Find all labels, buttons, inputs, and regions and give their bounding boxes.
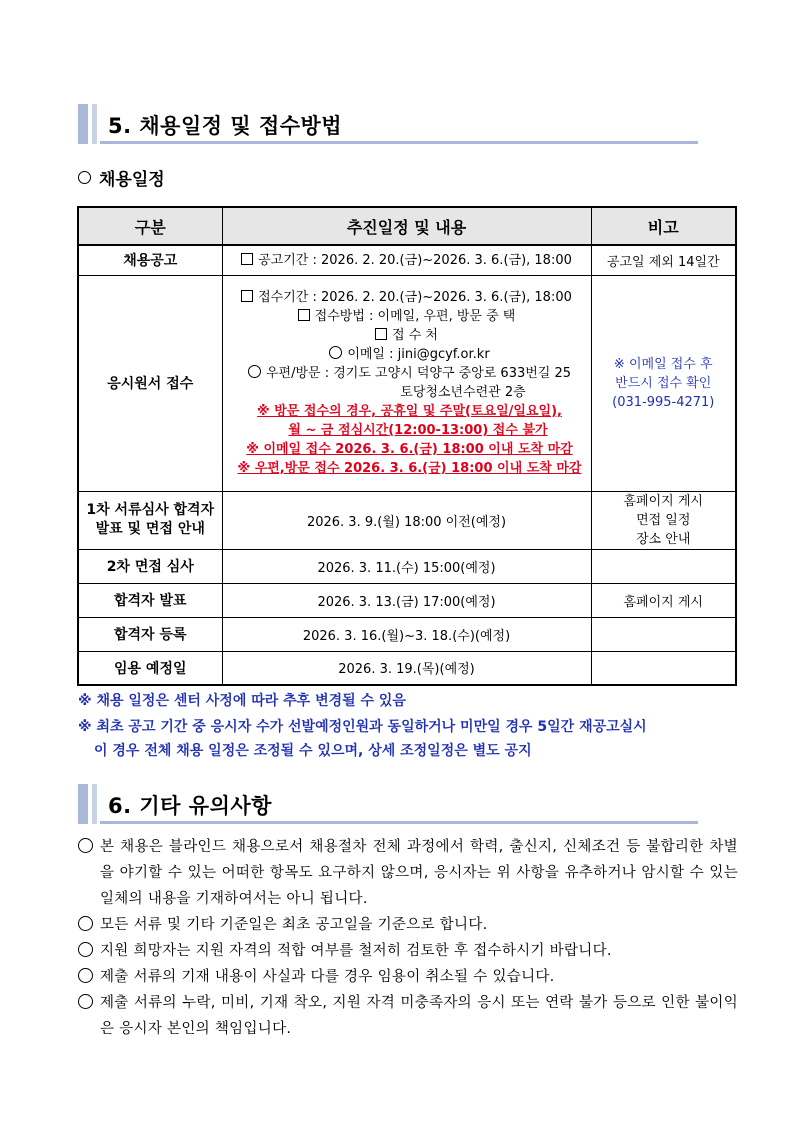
row-content: 2026. 3. 16.(월)~3. 18.(수)(예정) (222, 617, 591, 651)
circle-bullet-icon (78, 916, 93, 931)
list-item-text: 제출 서류의 기재 내용이 사실과 다를 경우 임용이 취소될 수 있습니다. (100, 969, 555, 985)
circle-bullet-icon (78, 994, 93, 1009)
list-item (78, 912, 738, 938)
table-row (78, 491, 736, 549)
header-schedule: 추진일정 및 내용 (222, 207, 591, 245)
address-text-2: 토당청소년수련관 2층 (400, 385, 526, 400)
table-row (78, 275, 736, 491)
checkbox-icon (298, 309, 310, 321)
row-label: 2차 면접 심사 (78, 549, 222, 583)
note-line: 반드시 접수 확인 (615, 375, 712, 391)
schedule-note: 이 경우 전체 채용 일정은 조정될 수 있으며, 상세 조정일정은 별도 공지 (94, 743, 532, 759)
table-header-row (78, 207, 736, 245)
row-label: 합격자 발표 (78, 583, 222, 617)
heading-underline (100, 141, 698, 144)
note-line: 면접 일정 (636, 512, 691, 528)
section-title: 6. 기타 유의사항 (108, 794, 272, 818)
method-text: 접수방법 : 이메일, 우편, 방문 중 택 (314, 309, 516, 324)
schedule-note: ※ 최초 공고 기간 중 응시자 수가 선발예정인원과 동일하거나 미만일 경우 5일간 재공고실시 (78, 719, 647, 735)
table-row (78, 245, 736, 275)
list-item (78, 938, 738, 964)
heading-bar (92, 104, 97, 144)
subheading (78, 165, 165, 190)
row-content: 2026. 3. 11.(수) 15:00(예정) (222, 549, 591, 583)
list-item-text: 지원 희망자는 지원 자격의 적합 여부를 철저히 검토한 후 접수하시기 바랍니다. (100, 943, 612, 959)
row-label: 응시원서 접수 (78, 275, 222, 491)
heading-bar (78, 104, 88, 144)
email-text: 이메일 : jini@gcyf.or.kr (347, 347, 490, 362)
section-title: 5. 채용일정 및 접수방법 (108, 114, 343, 138)
row-note: 공고일 제외 14일간 (591, 245, 736, 275)
circle-bullet-icon (78, 968, 93, 983)
circle-bullet-icon (248, 365, 261, 378)
label-line: 발표 및 면접 안내 (95, 521, 205, 537)
row-content: 2026. 3. 13.(금) 17:00(예정) (222, 583, 591, 617)
period-text: 공고기간 : 2026. 2. 20.(금)~2026. 3. 6.(금), 18:00 (258, 252, 572, 268)
period-text: 접수기간 : 2026. 2. 20.(금)~2026. 3. 6.(금), 18:00 (258, 290, 572, 305)
heading-bar (78, 784, 88, 824)
note-line: 홈페이지 게시 (623, 493, 703, 509)
row-note: 홈페이지 게시 (591, 583, 736, 617)
place-text: 접 수 처 (392, 328, 438, 343)
warning-text: 월 ~ 금 점심시간(12:00-13:00) 접수 불가 (288, 423, 548, 438)
warning-text: ※ 방문 접수의 경우, 공휴일 및 주말(토요일/일요일), (257, 404, 562, 419)
row-label: 채용공고 (78, 245, 222, 275)
row-content (222, 245, 591, 275)
list-item-text: 제출 서류의 누락, 미비, 기재 착오, 지원 자격 미충족자의 응시 또는 연락 불가 등으로 인한 불이익은 응시자 본인의 책임입니다. (100, 995, 738, 1037)
header-category: 구분 (78, 207, 222, 245)
row-note (591, 491, 736, 549)
checkbox-icon (241, 290, 253, 302)
table-row (78, 583, 736, 617)
section-5-heading (78, 104, 698, 144)
note-line: (031-995-4271) (612, 394, 715, 410)
note-line: 장소 안내 (636, 531, 691, 547)
table-row (78, 651, 736, 685)
circle-bullet-icon (78, 942, 93, 957)
label-line: 1차 서류심사 합격자 (86, 502, 215, 518)
schedule-note: ※ 채용 일정은 센터 사정에 따라 추후 변경될 수 있음 (78, 693, 406, 709)
circle-bullet-icon (329, 346, 342, 359)
row-content: 2026. 3. 19.(목)(예정) (222, 651, 591, 685)
list-item-text: 모든 서류 및 기타 기준일은 최초 공고일을 기준으로 합니다. (100, 917, 488, 933)
warning-text: ※ 우편,방문 접수 2026. 3. 6.(금) 18:00 이내 도착 마감 (237, 461, 582, 476)
table-row (78, 617, 736, 651)
address-text: 우편/방문 : 경기도 고양시 덕양구 중앙로 633번길 25 (265, 366, 572, 381)
row-note (591, 549, 736, 583)
checkbox-icon (375, 328, 387, 340)
circle-bullet-icon (78, 171, 91, 184)
checkbox-icon (241, 253, 253, 265)
row-label: 합격자 등록 (78, 617, 222, 651)
row-note (591, 617, 736, 651)
list-item-text: 본 채용은 블라인드 채용으로서 채용절차 전체 과정에서 학력, 출신지, 신체조건 등 불합리한 차별을 야기할 수 있는 어떠한 항목도 요구하지 않으며, 응시자는 위 사항을 유추하거나 암시할 수 있는 일체의 내용을 기재하여서는 아니 됩니다. (100, 839, 738, 907)
heading-bar (92, 784, 97, 824)
warning-text: ※ 이메일 접수 2026. 3. 6.(금) 18:00 이내 도착 마감 (246, 442, 573, 457)
row-label (78, 491, 222, 549)
note-line: ※ 이메일 접수 후 (613, 356, 713, 372)
row-label: 임용 예정일 (78, 651, 222, 685)
table-row (78, 549, 736, 583)
row-content: 2026. 3. 9.(월) 18:00 이전(예정) (222, 491, 591, 549)
list-item (78, 964, 738, 990)
heading-underline (100, 821, 698, 824)
row-note (591, 651, 736, 685)
row-note (591, 275, 736, 491)
list-item (78, 834, 738, 912)
section-6-heading (78, 784, 698, 824)
row-content (222, 275, 591, 491)
circle-bullet-icon (78, 838, 93, 853)
schedule-table (77, 206, 737, 686)
list-item (78, 990, 738, 1042)
precaution-list (78, 834, 738, 1042)
header-remarks: 비고 (591, 207, 736, 245)
subheading-text: 채용일정 (99, 170, 165, 190)
